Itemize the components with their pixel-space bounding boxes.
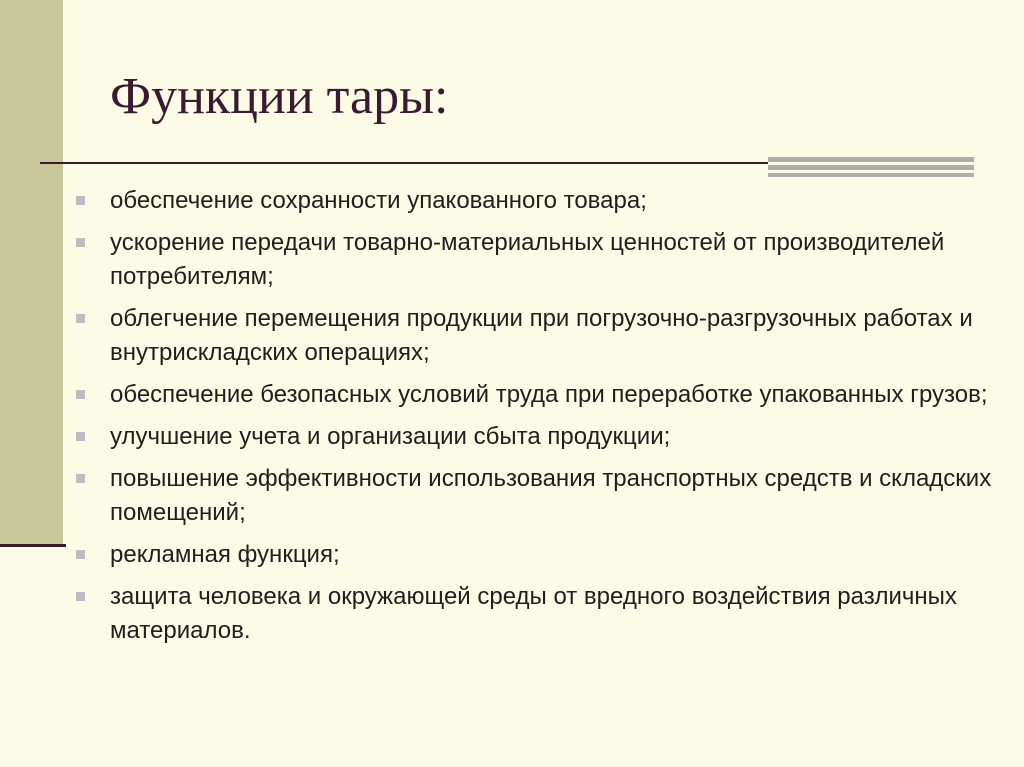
- square-bullet-icon: [76, 238, 85, 247]
- square-bullet-icon: [76, 196, 85, 205]
- bullet-text: рекламная функция;: [110, 541, 340, 568]
- bullet-text: повышение эффективности использования транспортных средств и складских помещений;: [110, 465, 992, 526]
- side-band-underline: [0, 544, 66, 547]
- bullet-text: обеспечение безопасных условий труда при переработке упакованных грузов;: [110, 381, 988, 408]
- bullet-item: [76, 462, 1011, 530]
- square-bullet-icon: [76, 432, 85, 441]
- bullet-list: [76, 184, 1011, 656]
- bullet-text: улучшение учета и организации сбыта продукции;: [110, 423, 671, 450]
- bullet-text: облегчение перемещения продукции при погрузочно-разгрузочных работах и внутрискладских операциях;: [110, 305, 973, 366]
- bullet-text: ускорение передачи товарно-материальных ценностей от производителей потребителям;: [110, 229, 945, 290]
- bullet-item: [76, 226, 1011, 294]
- bullet-item: [76, 420, 1011, 454]
- bullet-item: [76, 184, 1011, 218]
- square-bullet-icon: [76, 550, 85, 559]
- bullet-item: [76, 378, 1011, 412]
- bullet-text: обеспечение сохранности упакованного товара;: [110, 187, 647, 214]
- slide-title: Функции тары:: [110, 68, 449, 125]
- bullet-item: [76, 538, 1011, 572]
- square-bullet-icon: [76, 390, 85, 399]
- bullet-item: [76, 302, 1011, 370]
- title-divider-accent: [768, 157, 974, 177]
- square-bullet-icon: [76, 314, 85, 323]
- square-bullet-icon: [76, 592, 85, 601]
- square-bullet-icon: [76, 474, 85, 483]
- bullet-item: [76, 580, 1011, 648]
- bullet-text: защита человека и окружающей среды от вредного воздействия различных материалов.: [110, 583, 957, 644]
- side-band: [0, 0, 63, 545]
